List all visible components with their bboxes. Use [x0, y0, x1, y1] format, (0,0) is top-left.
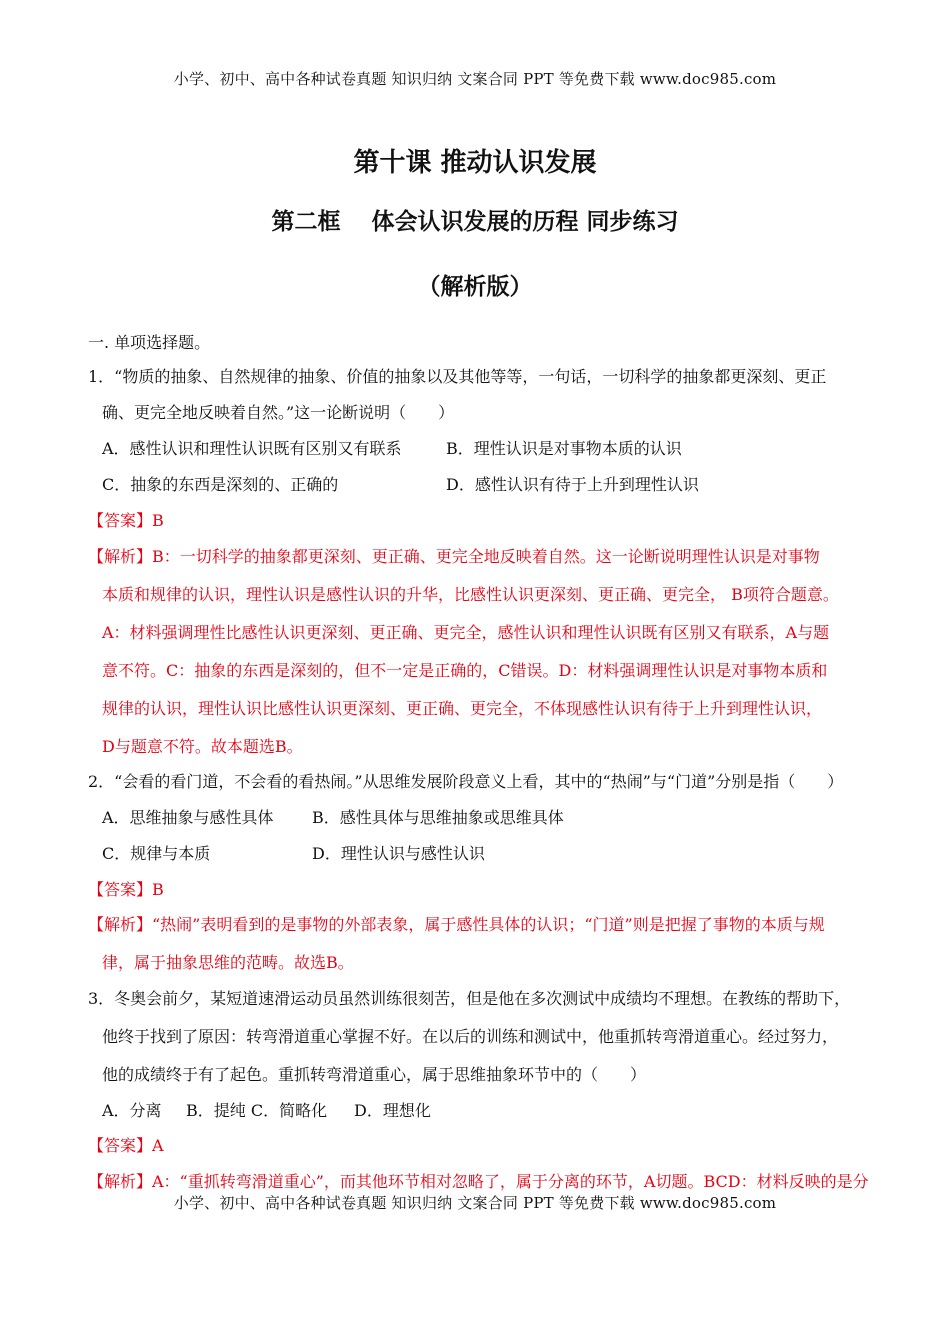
question-stem-line: 他终于找到了原因：转弯滑道重心掌握不好。在以后的训练和测试中，他重抓转弯滑道重心。经过努力，: [102, 1027, 839, 1046]
analysis-line: 律，属于抽象思维的范畴。故选B。: [102, 953, 354, 972]
page-footer: 小学、初中、高中各种试卷真题 知识归纳 文案合同 PPT 等免费下载 www.doc985.com: [173, 1194, 777, 1212]
page-header: 小学、初中、高中各种试卷真题 知识归纳 文案合同 PPT 等免费下载 www.doc985.com: [173, 70, 777, 88]
answer: 【答案】A: [88, 1136, 164, 1155]
option-bc: B．提纯 C．简略化: [186, 1101, 328, 1120]
analysis-line: 【解析】B：一切科学的抽象都更深刻、更正确、更完全地反映着自然。这一论断说明理性认识是对事物: [88, 547, 820, 566]
option-d: D．理性认识与感性认识: [312, 844, 485, 863]
question-stem-line: 确、更完全地反映着自然。”这一论断说明（ ）: [102, 403, 455, 422]
analysis-line: 本质和规律的认识，理性认识是感性认识的升华，比感性认识更深刻、更正确、更完全， B项符合题意。: [102, 585, 839, 604]
answer: 【答案】B: [88, 511, 164, 530]
question-stem-line: 他的成绩终于有了起色。重抓转弯滑道重心，属于思维抽象环节中的（ ）: [102, 1065, 647, 1084]
version-title: （解析版）: [417, 274, 533, 300]
option-a: A．分离: [102, 1101, 162, 1120]
option-a: A．思维抽象与感性具体: [102, 808, 274, 827]
option-d: D．理想化: [354, 1101, 431, 1120]
analysis-line: 【解析】A：“重抓转弯滑道重心”，而其他环节相对忽略了，属于分离的环节，A切题。BCD：材料反映的是分: [88, 1172, 869, 1191]
option-d: D．感性认识有待于上升到理性认识: [446, 475, 699, 494]
analysis-line: 意不符。C：抽象的东西是深刻的，但不一定是正确的，C错误。D：材料强调理性认识是对事物本质和: [102, 661, 828, 680]
option-a: A．感性认识和理性认识既有区别又有联系: [102, 439, 402, 458]
option-c: C．抽象的东西是深刻的、正确的: [102, 475, 339, 494]
analysis-line: A：材料强调理性比感性认识更深刻、更正确、更完全，感性认识和理性认识既有区别又有联系，A与题: [102, 623, 830, 642]
answer: 【答案】B: [88, 880, 164, 899]
question-stem-line: 2．“会看的看门道，不会看的看热闹。”从思维发展阶段意义上看，其中的“热闹”与“门道”分别是指（ ）: [88, 772, 844, 791]
analysis-line: 【解析】“热闹”表明看到的是事物的外部表象，属于感性具体的认识；“门道”则是把握了事物的本质与规: [88, 915, 825, 934]
section-heading: 一. 单项选择题。: [88, 333, 211, 352]
analysis-line: D与题意不符。故本题选B。: [102, 737, 303, 756]
section-title: 第二框 体会认识发展的历程 同步练习: [271, 209, 679, 235]
question-stem-line: 3．冬奥会前夕，某短道速滑运动员虽然训练很刻苦，但是他在多次测试中成绩均不理想。在教练的帮助下，: [88, 989, 851, 1008]
question-stem-line: 1．“物质的抽象、自然规律的抽象、价值的抽象以及其他等等，一句话，一切科学的抽象都更深刻、更正: [88, 367, 827, 386]
option-c: C．规律与本质: [102, 844, 211, 863]
lesson-title: 第十课 推动认识发展: [353, 148, 597, 178]
analysis-line: 规律的认识，理性认识比感性认识更深刻、更正确、更完全，不体现感性认识有待于上升到理性认识，: [102, 699, 823, 718]
option-b: B．理性认识是对事物本质的认识: [446, 439, 682, 458]
option-b: B．感性具体与思维抽象或思维具体: [312, 808, 564, 827]
